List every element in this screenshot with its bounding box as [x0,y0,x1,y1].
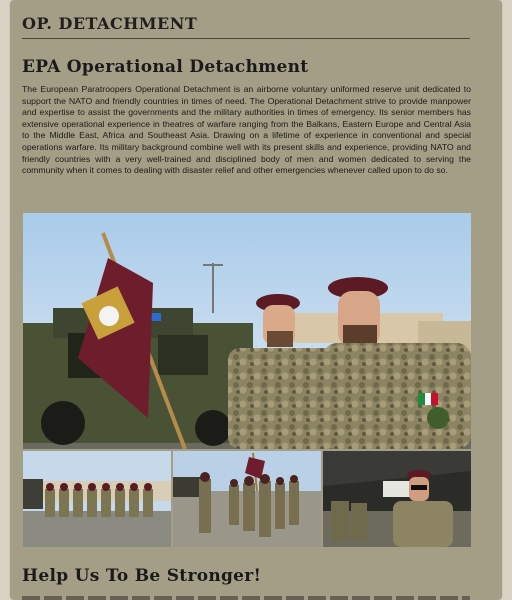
description-paragraph: The European Paratroopers Operational Detachment is an airborne voluntary uniformed reserve unit dedicated to support the NATO and friendly countries in times of need. The Operational Detachment strive to provide manpower and expertise to assist the governments and the military authorities in times of emergency. Its senior members has extensive operational experience in theatres of warfare ranging from the Balkans, Eastern Europe and Central Asia to the Middle East, Africa and Southeast Asia. Drawing on a lifetime of experience in conventional and special operations warfare. Its military background combine well with its present skills and experience, providing NATO and friendly countries with a very well-trained and disciplined body of men and women dedicated to serving the community when it comes to dealing with disaster relief and other emergencies whenever called upon to do so. [22,84,471,176]
troops-parade-photo[interactable] [173,451,321,547]
page-heading: EPA Operational Detachment [22,57,309,77]
soldier-portrait-photo[interactable] [323,451,471,547]
title-divider [22,38,470,39]
help-us-heading: Help Us To Be Stronger! [22,566,262,586]
section-title: OP. DETACHMENT [22,14,198,33]
group-formation-photo[interactable] [23,451,171,547]
soldiers-with-flag-photo[interactable] [23,213,471,449]
truncated-text-line [22,596,470,600]
